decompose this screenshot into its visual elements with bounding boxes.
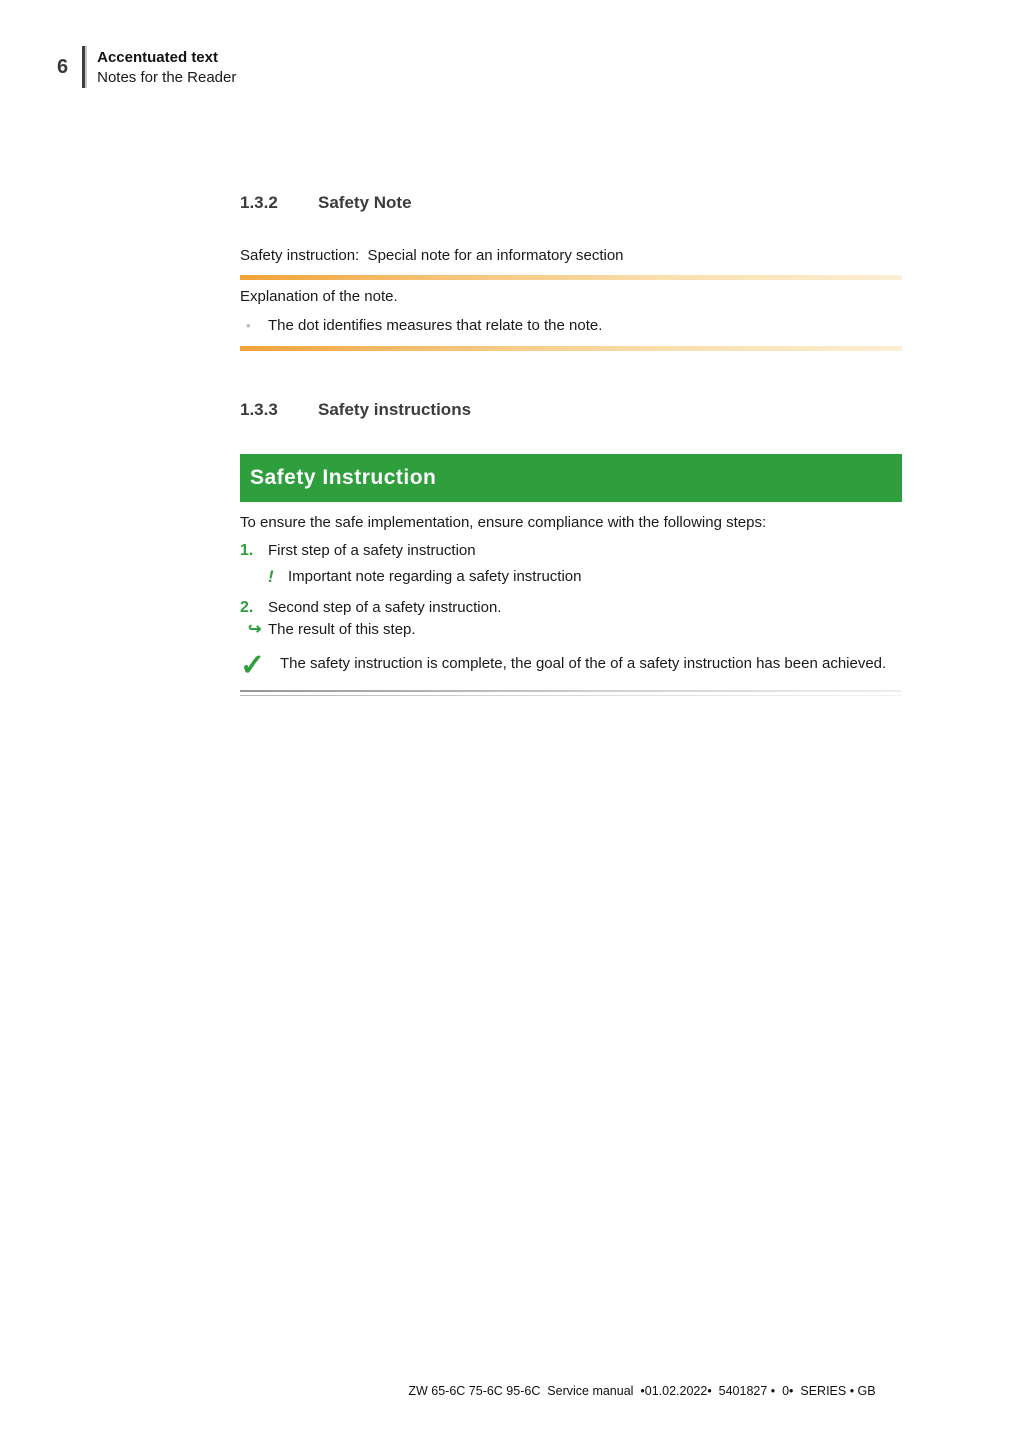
section-title: Safety Note — [318, 193, 412, 212]
step-note-text: Important note regarding a safety instruction — [288, 568, 582, 585]
section-number: 1.3.2 — [240, 193, 278, 212]
step-item-1 — [240, 541, 902, 561]
step-result — [240, 620, 902, 640]
divider-line — [240, 690, 902, 692]
header-chapter-title: Accentuated text — [97, 49, 218, 66]
section-divider — [240, 690, 902, 696]
result-arrow-icon: ↪ — [248, 621, 262, 638]
section-number: 1.3.3 — [240, 400, 278, 419]
note-rule-top — [240, 275, 902, 280]
safety-instruction-banner-label: Safety Instruction — [250, 466, 437, 489]
document-body — [240, 0, 902, 696]
step-number: 1. — [240, 542, 254, 559]
divider-line — [240, 695, 902, 696]
safety-instruction-banner — [240, 454, 902, 502]
step-result-text: The result of this step. — [268, 621, 416, 638]
note-rule-bottom — [240, 346, 902, 351]
note-explanation: Explanation of the note. — [240, 288, 398, 305]
step-number: 2. — [240, 599, 254, 616]
exclamation-icon: ! — [268, 567, 274, 586]
note-bullet-text: The dot identifies measures that relate to the note. — [268, 317, 603, 334]
completion-row — [240, 649, 902, 682]
header-chapter-subtitle: Notes for the Reader — [97, 69, 237, 86]
step-text: First step of a safety instruction — [268, 542, 476, 559]
step-text: Second step of a safety instruction. — [268, 599, 502, 616]
completion-text: The safety instruction is complete, the goal of the of a safety instruction has been achieved. — [280, 655, 887, 672]
safety-note-intro: Safety instruction: Special note for an informatory section — [240, 247, 624, 264]
step-item-2 — [240, 598, 902, 618]
section-heading-safety-instructions — [240, 400, 902, 420]
safety-instructions-intro: To ensure the safe implementation, ensure compliance with the following steps: — [240, 514, 767, 531]
step-important-note — [240, 567, 902, 587]
note-bullet-item — [240, 316, 902, 336]
bullet-dot-icon: • — [246, 318, 251, 333]
checkmark-icon: ✓ — [240, 649, 266, 682]
header-text — [97, 46, 236, 88]
header-divider-bar — [82, 46, 85, 88]
section-heading-safety-note — [240, 193, 902, 213]
page-header — [57, 46, 236, 88]
section-title: Safety instructions — [318, 400, 472, 419]
page-number: 6 — [57, 55, 69, 78]
page-footer: ZW 65-6C 75-6C 95-6C Service manual •01.02.2022• 5401827 • 0• SERIES • GB — [408, 1384, 876, 1398]
